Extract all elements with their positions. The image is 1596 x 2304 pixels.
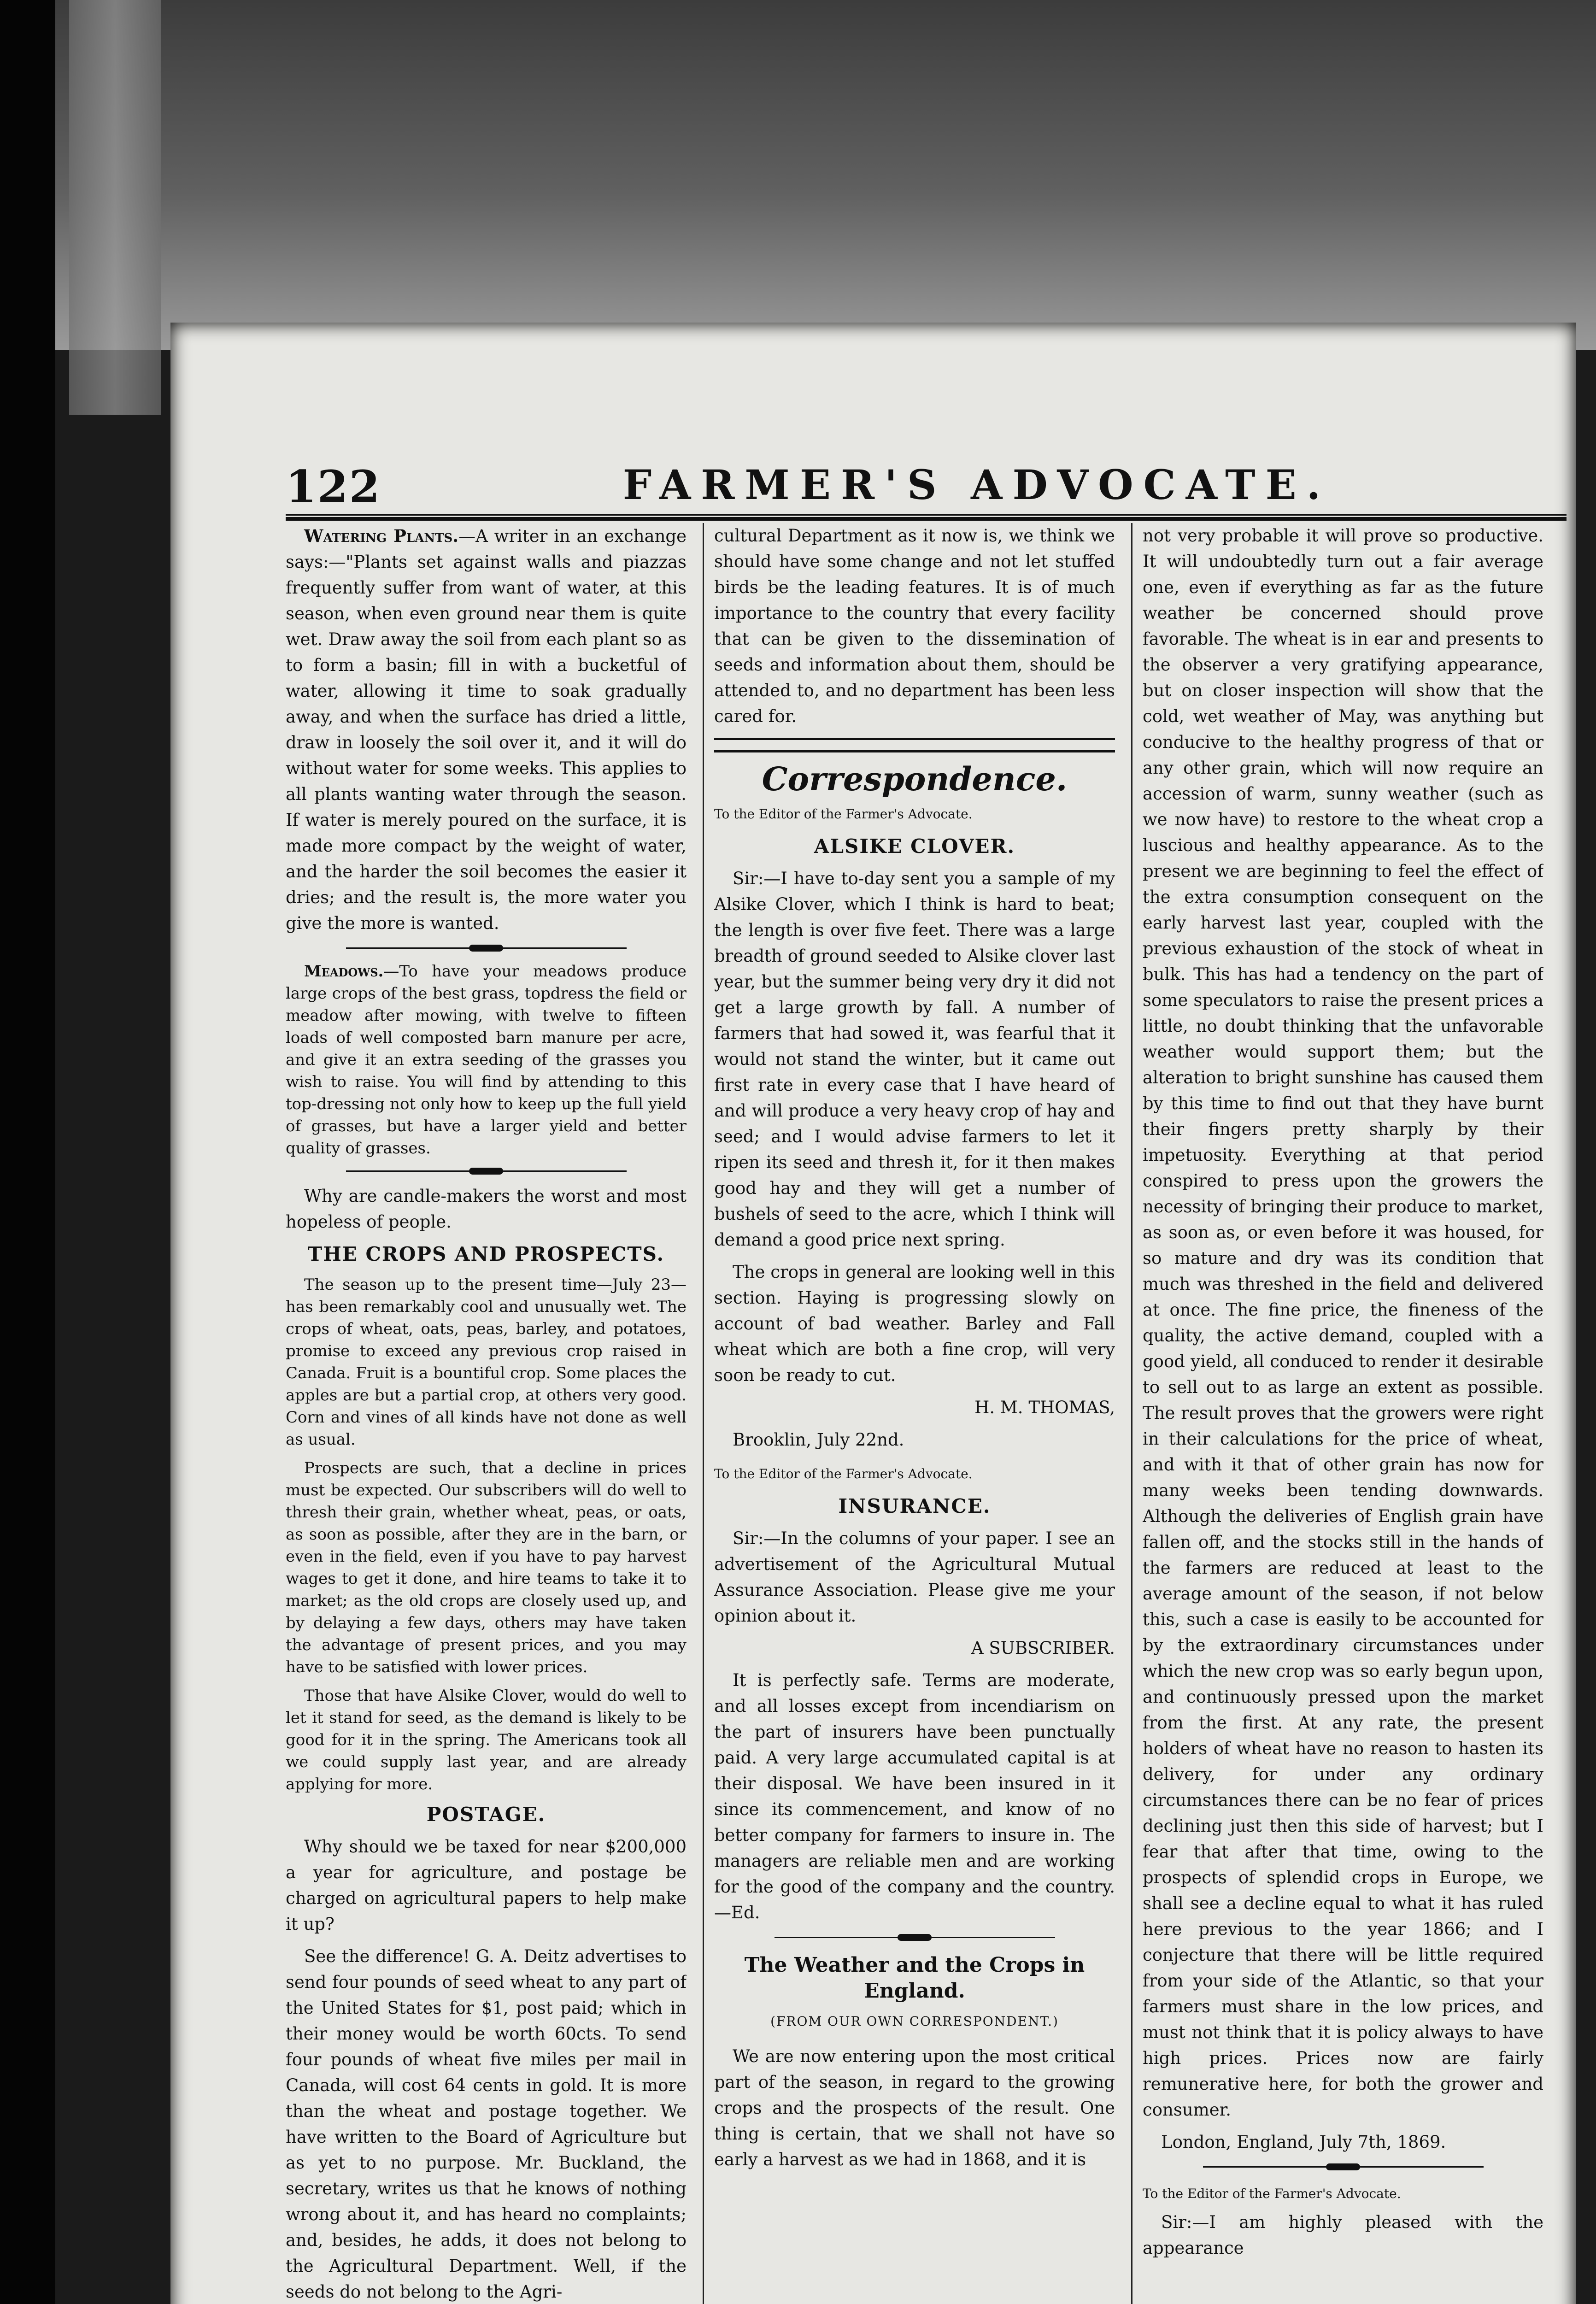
meadows-lead: Meadows. — [304, 962, 384, 981]
crops-heading: THE CROPS AND PROSPECTS. — [307, 1243, 665, 1265]
column-divider-2 — [1131, 523, 1132, 2304]
crops-paragraph-2: Prospects are such, that a decline in prices must be expected. Our subscribers will do well to thresh their grain, whether wheat, peas, or oats, as soon as possible, after they are in the barn, or even in the field, even if you have to pay harvest wages to get it done, and hire teams to take it to market; as the old crops are closely used up, and by delaying a few days, others may have taken the advantage of present prices, and you may have to be satisfied with lower prices. — [286, 1459, 687, 1676]
column-divider-1 — [703, 523, 704, 2304]
closing-address: To the Editor of the Farmer's Advocate. — [1143, 2186, 1401, 2201]
weather-continuation: not very probable it will prove so productive. It will undoubtedly turn out a fair average one, even if everything as far as the future weather be concerned should prove favorable. The wheat is in ear and presents to the observer a very gratifying appearance, but on closer inspection will show that the cold, wet weather of May, was anything but conducive to the healthy progress of that or any other grain, which will now require an accession of warm, sunny weather (such as we now have) to restore to the wheat crop a luscious and healthy appearance. As to the present we are beginning to feel the effect of the extra consumption consequent on the early harvest last year, coupled with the previous exhaustion of the stock of wheat in bulk. This has had a tendency on the part of some speculators to raise the present prices a little, no doubt thinking that the unfavorable weather would support them; but the alteration to bright sunshine has caused them by this time to find out that they have burnt their fingers pretty sharply by their impetuosity. Everything at that period conspired to press upon the growers the necessity of bringing their produce to market, as soon as, or even before it was housed, for so mature and dry was its condition that much was threshed in the field and delivered at once. The fine price, the fineness of the quality, the active demand, coupled with a good yield, all conduced to render it desirable to sell out to as large an extent as possible. The result proves that the growers were right in their calculations for the price of wheat, and with it that of other grain has now for many weeks been tending downwards. Although the deliveries of English grain have fallen off, and the stocks still in the hands of the farmers are reduced at least to the average amount of the season, if not below this, such a case is easily to be accounted for by the extraordinary circumstances under which the new crop was so early begun upon, and continuously pressed upon the market from the first. At any rate, the present holders of wheat have no reason to hasten its delivery, for under any ordinary circumstances there can be no fear of prices declining just then this side of harvest; but I fear that after that time, owing to the prospects of splendid crops in Europe, we shall see a decline equal to what it has ruled here previous to the year 1866; and I conjecture that there will be little required from your side of the Atlantic, so that your farmers must share in the low prices, and must not think that it is policy always to have high prices. Prices now are fairly remunerative here, for both the grower and consumer. — [1143, 526, 1543, 2120]
divider — [1203, 2162, 1484, 2173]
alsike-paragraph-1: Sir:—I have to-day sent you a sample of my Alsike Clover, which I think is hard to beat; the length is over five feet. There was a large breadth of ground seeded to Alsike clover last year, but the summer being very dry it did not get a large growth by fall. A number of farmers that had sowed it, was fearful that it would not stand the winter, but it came out first rate in every case that I have heard of and will produce a very heavy crop of hay and seed; and I would advise farmers to let it ripen its seed and thresh it, for it then makes good hay and they will get a number of bushels of seed to the acre, which I think will demand a good price next spring. — [714, 869, 1115, 1250]
divider — [346, 1166, 627, 1177]
masthead-title: FARMER'S ADVOCATE. — [622, 461, 1331, 509]
alsike-paragraph-2: The crops in general are looking well in this section. Haying is progressing slowly on account of bad weather. Barley and Fall wheat which are both a fine crop, will very soon be ready to cut. — [714, 1262, 1115, 1385]
insurance-paragraph-2: It is perfectly safe. Terms are moderate, and all losses except from incendiarism on the part of insurers have been punctually paid. A very large accumulated capital is at their disposal. We have been insured in it since its commencement, and know of no better company for farmers to insure in. The managers are reliable men and are working for the good of the company and the country. —Ed. — [714, 1670, 1115, 1922]
meadows-paragraph — [286, 960, 687, 1159]
alsike-signature: H. M. THOMAS, — [974, 1398, 1115, 1417]
masthead — [286, 461, 1567, 516]
alsike-heading: ALSIKE CLOVER. — [814, 835, 1015, 858]
divider — [346, 943, 627, 954]
masthead-rule-top — [286, 514, 1567, 516]
alsike-address: To the Editor of the Farmer's Advocate. — [714, 806, 973, 822]
weather-paragraph: We are now entering upon the most critical part of the season, in regard to the growing crops and the prospects of the result. One thing is certain, that we shall not have so early a harvest as we had in 1868, and it is — [714, 2046, 1115, 2169]
candle-paragraph: Why are candle-makers the worst and most hopeless of people. — [286, 1186, 687, 1232]
postage-paragraph-1: Why should we be taxed for near $200,000 a year for agriculture, and postage be charged on agricultural papers to help make it up? — [286, 1837, 687, 1934]
weather-heading: The Weather and the Crops in England. — [744, 1953, 1085, 2003]
newspaper-page — [170, 323, 1576, 2304]
scanner-shadow — [69, 0, 161, 415]
insurance-signature: A SUBSCRIBER. — [971, 1638, 1115, 1658]
postage-paragraph-2: See the difference! G. A. Deitz advertises to send four pounds of seed wheat to any part of the United States for $1, post paid; which in their money would be worth 60cts. To send four pounds of wheat five miles per mail in Canada, will cost 64 cents in gold. It is more than the wheat and postage together. We have written to the Board of Agriculture but as yet to no purpose. Mr. Buckland, the secretary, writes us that he knows of nothing wrong about it, and has heard no complaints; and, besides, he adds, it does not belong to the Agricultural Department. Well, if the seeds do not belong to the Agri- — [286, 1946, 687, 2302]
postage-heading: POSTAGE. — [426, 1803, 546, 1826]
double-rule — [714, 738, 1115, 752]
watering-paragraph — [286, 523, 687, 936]
masthead-rule-bottom — [286, 517, 1567, 521]
column-3 — [1143, 523, 1543, 2304]
weather-place-date: London, England, July 7th, 1869. — [1161, 2132, 1446, 2152]
closing-line: Sir:—I am highly pleased with the appearance — [1143, 2212, 1543, 2258]
watering-text: —A writer in an exchange says:—"Plants set against walls and piazzas frequently suffer from want of water, at this season, when even ground near them is quite wet. Draw away the soil from each plant so as to form a basin; fill in with a bucketful of water, allowing it time to soak gradually away, and when the surface has dried a little, draw in loosely the soil over it, and it will do without water for some weeks. This applies to all plants wanting water through the season. If water is merely poured on the surface, it is made more compact by the weight of water, and the harder the soil becomes the easier it dries; and the result is, the more water you give the more is wanted. — [286, 526, 687, 933]
crops-paragraph-1: The season up to the present time—July 23—has been remarkably cool and unusually wet. The crops of wheat, oats, peas, barley, and potatoes, promise to exceed any previous crop raised in Canada. Fruit is a bountiful crop. Some places the apples are but a partial crop, at others very good. Corn and vines of all kinds have not done as well as usual. — [286, 1275, 687, 1449]
scanner-background — [0, 0, 1596, 350]
correspondence-heading: Correspondence. — [762, 760, 1068, 798]
meadows-text: —To have your meadows produce large crops of the best grass, topdress the field or meadow after mowing, with twelve to fifteen loads of well composted barn manure per acre, and give it an extra seeding of the grasses you wish to raise. You will find by attending to this top-dressing not only how to keep up the full yield of grasses, but have a larger yield and better quality of grasses. — [286, 962, 687, 1158]
crops-paragraph-3: Those that have Alsike Clover, would do well to let it stand for seed, as the demand is likely to be good for it in the spring. The Americans took all we could supply last year, and are already applying for more. — [286, 1687, 687, 1793]
insurance-address: To the Editor of the Farmer's Advocate. — [714, 1466, 973, 1481]
column-1 — [286, 523, 687, 2304]
column-2 — [714, 523, 1115, 2304]
alsike-place-date: Brooklin, July 22nd. — [733, 1430, 904, 1450]
department-paragraph: cultural Department as it now is, we think we should have some change and not let stuffed birds be the leading features. It is of much importance to the country that every facility that can be given to the dissemination of seeds and information about them, should be attended to, and no department has been less cared for. — [714, 526, 1115, 726]
insurance-paragraph-1: Sir:—In the columns of your paper. I see an advertisement of the Agricultural Mutual Assurance Association. Please give me your opinion about it. — [714, 1528, 1115, 1626]
scanner-edge — [0, 0, 55, 2304]
page-content — [286, 452, 1567, 2304]
insurance-heading: INSURANCE. — [838, 1495, 991, 1517]
weather-subheading: (FROM OUR OWN CORRESPONDENT.) — [770, 2014, 1059, 2029]
page-number: 122 — [286, 461, 381, 513]
watering-lead: Watering Plants. — [304, 526, 459, 546]
divider — [775, 1932, 1055, 1943]
